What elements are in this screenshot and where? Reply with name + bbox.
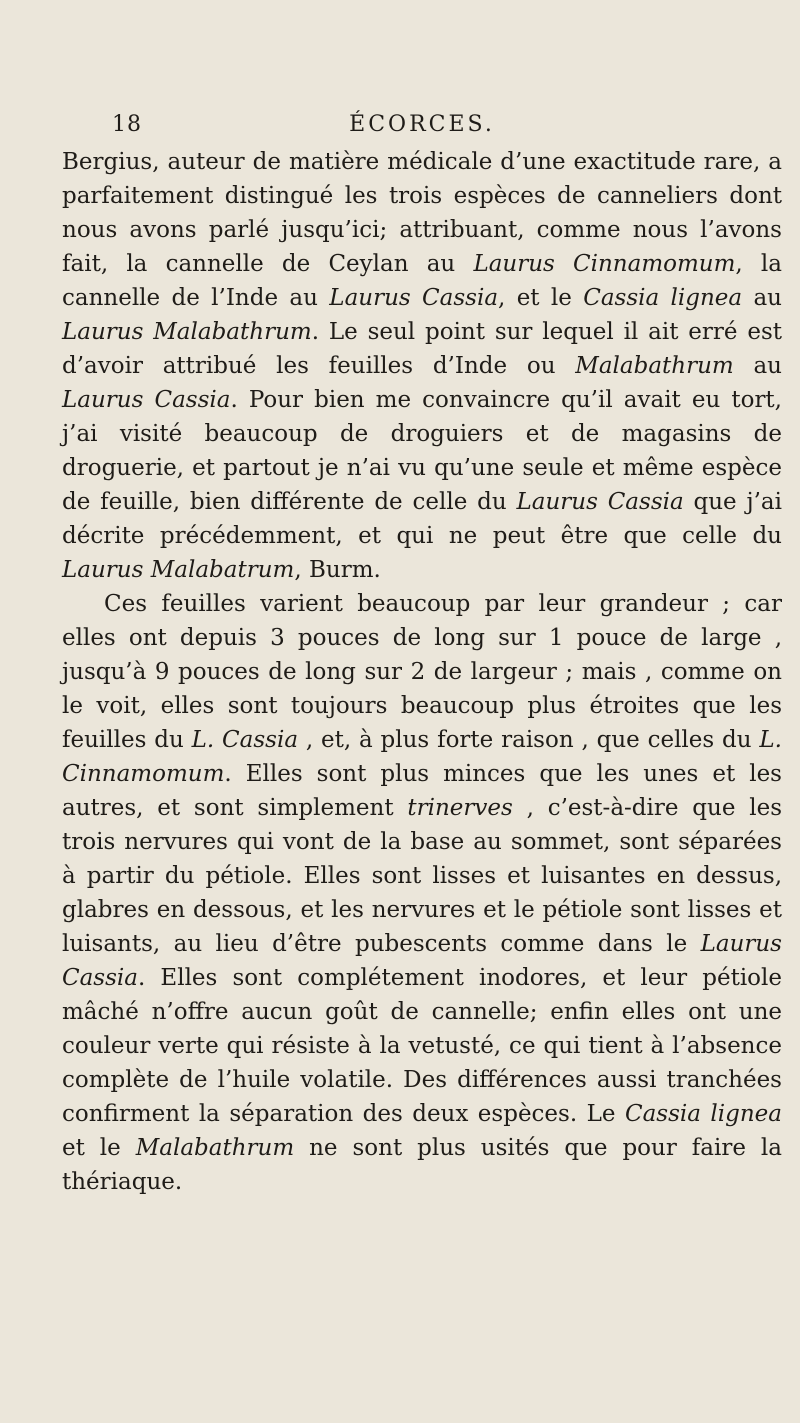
text-run: . Le seul point sur lequel il ait erré est d’avoir attribué les feuilles d’Inde ou (62, 319, 782, 379)
italic-text: Laurus Cinnamomum (473, 251, 736, 277)
italic-text: L. Cassia (191, 727, 299, 753)
text-run: Bergius, auteur de matière médicale d’une exactitude rare, a parfaitement distingué les trois espèces de canneliers dont nous avons parlé jusqu’ici; attribuant, comme nous l’avons fait, la cannelle de Ceylan au (62, 149, 782, 277)
paragraph (62, 587, 782, 1199)
text-run: , c’est-à-dire que les trois nervures qui vont de la base au sommet, sont séparées à partir du pétiole. Elles sont lisses et luisantes en dessus, glabres en dessous, et les nervures et le pétiole sont lisses et luisants, au lieu d’être pubescents comme dans le (62, 795, 782, 957)
italic-text: trinerves (407, 795, 513, 821)
italic-text: Laurus Cassia (62, 931, 782, 991)
italic-text: Cassia lignea (583, 285, 743, 311)
italic-text: Laurus Cassia (329, 285, 499, 311)
italic-text: Cassia lignea (624, 1101, 782, 1127)
italic-text: Laurus Malabatrum (62, 557, 295, 583)
text-run: . Elles sont complétement inodores, et leur pétiole mâché n’offre aucun goût de cannelle; enfin elles ont une couleur verte qui résiste à la vetusté, ce qui tient à l’absence complète de l’huile volatile. Des différences aussi tranchées confirment la séparation des deux espèces. Le (62, 965, 782, 1127)
text-run: au (733, 353, 782, 379)
text-run: au (742, 285, 782, 311)
text-run: . Elles sont plus minces que les unes et les autres, et sont simplement (62, 761, 782, 821)
italic-text: Laurus Malabathrum (62, 319, 312, 345)
page-number: 18 (112, 112, 142, 137)
italic-text: Malabathrum (575, 353, 734, 379)
italic-text: Malabathrum (135, 1135, 295, 1161)
text-run: et le (62, 1135, 136, 1161)
page-header (112, 112, 732, 146)
body-text (62, 145, 782, 1199)
text-run: Ces feuilles varient beaucoup par leur grandeur ; car elles ont depuis 3 pouces de long sur 1 pouce de large , jusqu’à 9 pouces de long sur 2 de largeur ; mais , comme on le voit, elles sont toujours beaucoup plus étroites que les feuilles du (62, 591, 782, 753)
italic-text: L. Cinnamomum (62, 727, 782, 787)
text-run: , la cannelle de l’Inde au (62, 251, 782, 311)
text-run: . Pour bien me convaincre qu’il avait eu tort, j’ai visité beaucoup de droguiers et de magasins de droguerie, et partout je n’ai vu qu’une seule et même espèce de feuille, bien différente de celle du (62, 387, 782, 515)
paragraph (62, 145, 782, 587)
text-run: , et, à plus forte raison , que celles du (298, 727, 760, 753)
text-run: , et le (498, 285, 584, 311)
italic-text: Laurus Cassia (62, 387, 231, 413)
running-title: ÉCORCES. (349, 112, 495, 137)
text-run: , Burm. (294, 557, 381, 583)
text-run: ne sont plus usités que pour faire la thériaque. (62, 1135, 782, 1195)
text-run: que j’ai décrite précédemment, et qui ne peut être que celle du (62, 489, 782, 549)
italic-text: Laurus Cassia (516, 489, 684, 515)
